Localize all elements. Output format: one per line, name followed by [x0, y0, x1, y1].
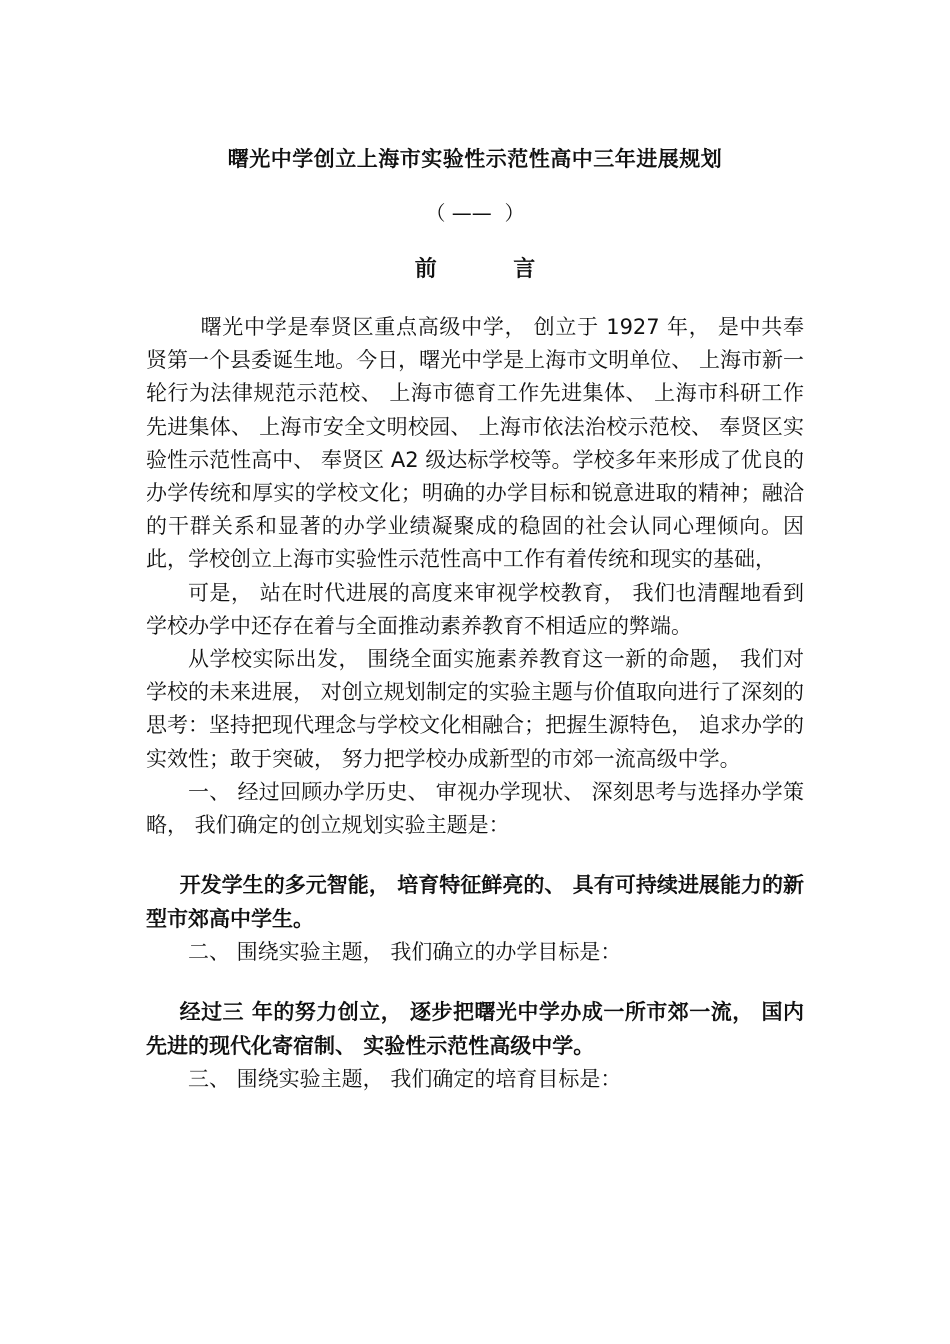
document-subtitle: （ —— ） — [425, 201, 525, 225]
document-title: 曙光中学创立上海市实验性示范性高中三年进展规划 — [227, 147, 723, 171]
paragraph-intro: 曙光中学是奉贤区重点高级中学， 创立于 1927 年， 是中共奉贤第一个县委诞生地。今日，曙光中学是上海市文明单位、 上海市新一轮行为法律规范示范校、 上海市德育工作先进集体、 上海市科研工作先进集体、 上海市安全文明校园、 上海市依法治校示范校、 奉贤区实验性示范性高中、 奉贤区 A2 级达标学校等。学校多年来形成了优良的办学传统和厚实的学校文化；明确的办学目标和锐意进取的精神；融洽的干群关系和显著的办学业绩凝聚成的稳固的社会认同心理倾向。因此，学校创立上海市实验性示范性高中工作有着传统和现实的基础， — [146, 315, 804, 572]
list-item-three: 三、 围绕实验主题， 我们确定的培育目标是： — [188, 1067, 622, 1092]
document-body — [146, 311, 804, 1097]
list-item-one: 一、 经过回顾办学历史、 审视办学现状、 深刻思考与选择办学策略， 我们确定的创立规划实验主题是： — [146, 779, 804, 838]
paragraph-reflection: 可是， 站在时代进展的高度来审视学校教育， 我们也清醒地看到学校办学中还存在着与全面推动素养教育不相适应的弊端。 — [146, 580, 804, 638]
school-goal: 经过三 年的努力创立， 逐步把曙光中学办成一所市郊一流， 国内先进的现代化寄宿制、 实验性示范性高级中学。 — [146, 1000, 804, 1059]
list-item-two: 二、 围绕实验主题， 我们确立的办学目标是： — [188, 940, 622, 965]
section-heading: 前 言 — [414, 257, 536, 282]
experiment-theme: 开发学生的多元智能， 培育特征鲜亮的、 具有可持续进展能力的新型市郊高中学生。 — [146, 873, 804, 932]
paragraph-approach: 从学校实际出发， 围绕全面实施素养教育这一新的命题， 我们对学校的未来进展， 对创立规划制定的实验主题与价值取向进行了深刻的思考：坚持把现代理念与学校文化相融合；把握生源特色， 追求办学的实效性；敢于突破， 努力把学校办成新型的市郊一流高级中学。 — [146, 647, 804, 771]
